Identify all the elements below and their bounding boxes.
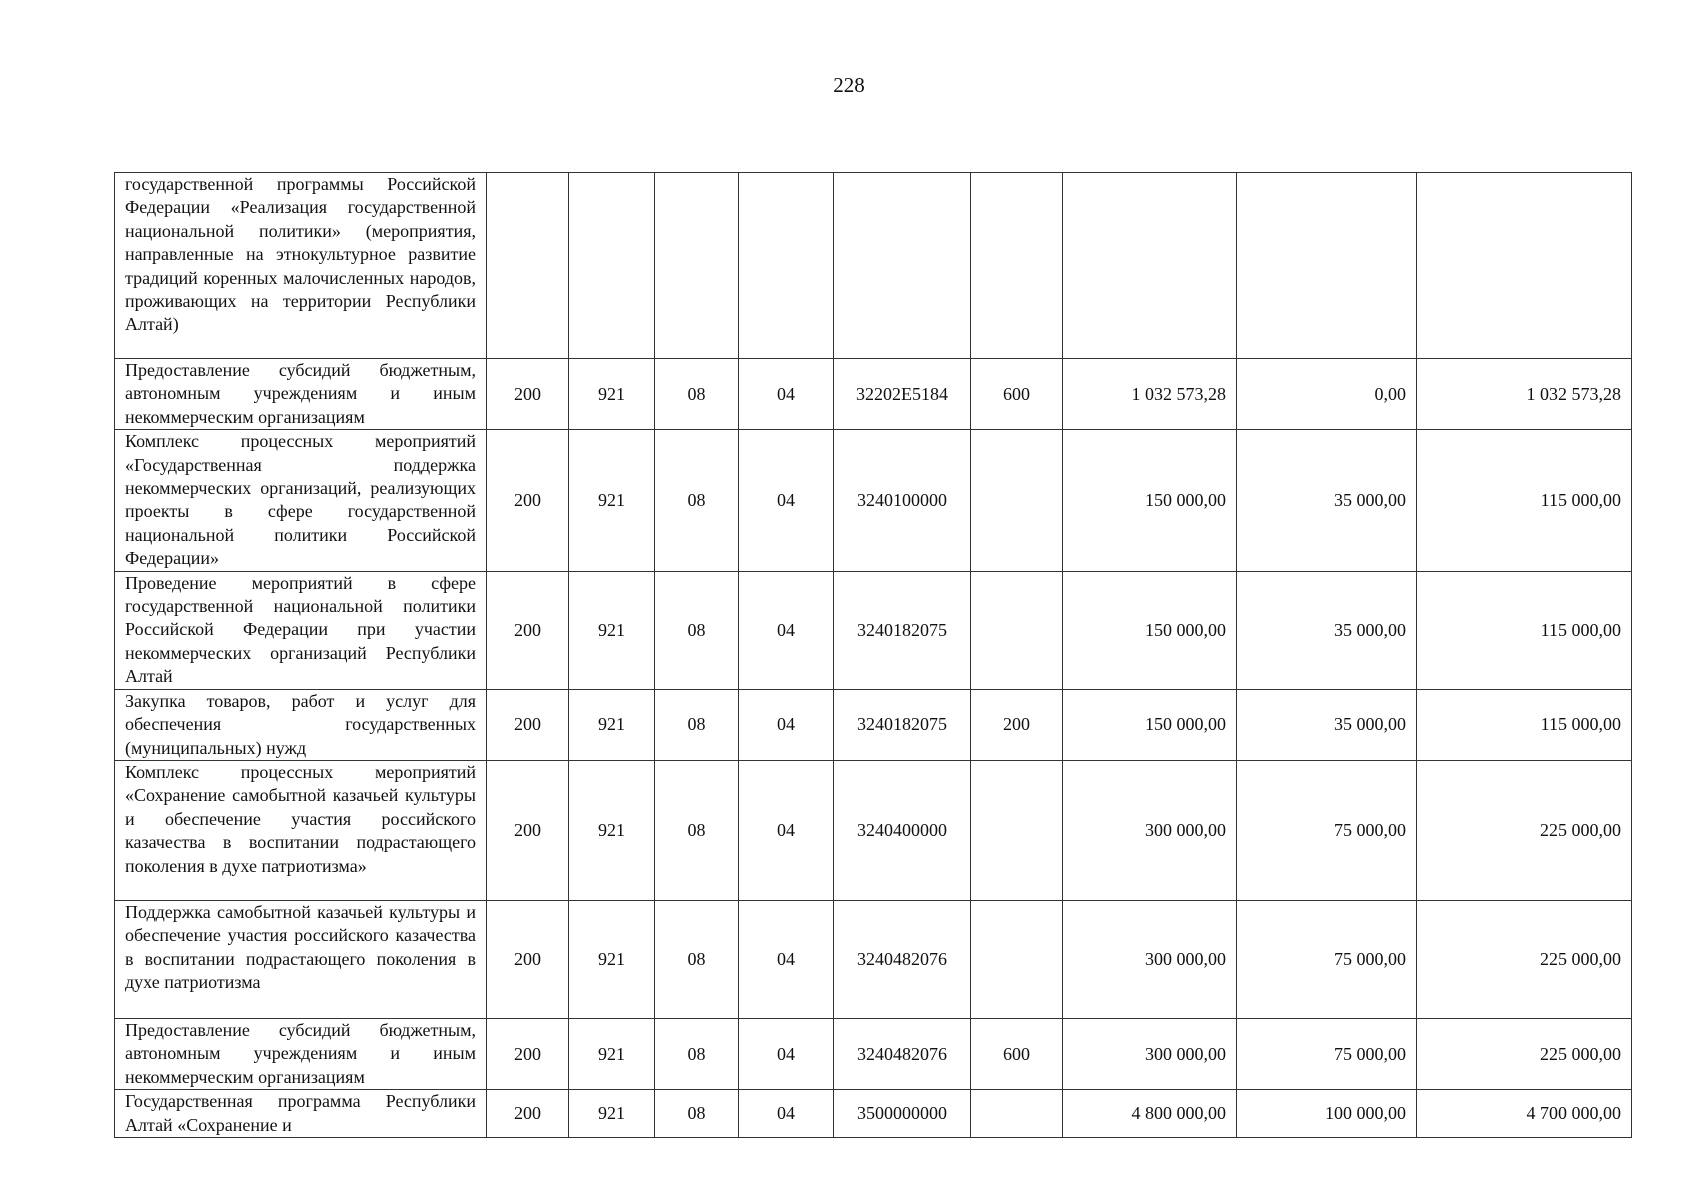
amount-cell: 300 000,00 [1063,760,1237,900]
amount-cell: 115 000,00 [1417,430,1632,571]
code-cell: 04 [739,760,834,900]
code-cell [487,173,569,359]
code-cell: 04 [739,571,834,689]
expense-type-cell [971,571,1063,689]
code-cell: 921 [569,1018,655,1089]
amount-cell: 150 000,00 [1063,430,1237,571]
amount-cell: 115 000,00 [1417,571,1632,689]
code-cell: 200 [487,1090,569,1138]
expense-type-cell [971,760,1063,900]
amount-cell: 35 000,00 [1237,689,1417,760]
expense-type-cell [971,900,1063,1018]
amount-cell [1417,173,1632,359]
row-name: Предоставление субсидий бюджетным, автономным учреждениям и иным некоммерческим организациям [115,359,487,430]
code-cell: 200 [487,760,569,900]
table-row [115,1090,1632,1138]
amount-cell: 100 000,00 [1237,1090,1417,1138]
budget-table [114,172,1632,1138]
amount-cell: 115 000,00 [1417,689,1632,760]
page-number: 228 [833,73,865,97]
code-cell [739,173,834,359]
table-row [115,571,1632,689]
target-code-cell: 3240482076 [834,900,971,1018]
table-row [115,689,1632,760]
amount-cell: 150 000,00 [1063,571,1237,689]
code-cell: 200 [487,1018,569,1089]
amount-cell: 35 000,00 [1237,430,1417,571]
code-cell: 921 [569,689,655,760]
amount-cell: 225 000,00 [1417,1018,1632,1089]
amount-cell: 225 000,00 [1417,900,1632,1018]
code-cell: 08 [655,359,739,430]
code-cell: 08 [655,689,739,760]
amount-cell: 75 000,00 [1237,760,1417,900]
code-cell: 04 [739,359,834,430]
amount-cell: 4 700 000,00 [1417,1090,1632,1138]
code-cell: 04 [739,900,834,1018]
code-cell [569,173,655,359]
amount-cell: 35 000,00 [1237,571,1417,689]
row-name: Закупка товаров, работ и услуг для обеспечения государственных (муниципальных) нужд [115,689,487,760]
target-code-cell: 3240100000 [834,430,971,571]
row-name: Комплекс процессных мероприятий «Сохранение самобытной казачьей культуры и обеспечение участия российского казачества в воспитании подрастающего поколения в духе патриотизма» [115,760,487,900]
code-cell: 921 [569,571,655,689]
target-code-cell: 3240482076 [834,1018,971,1089]
amount-cell: 0,00 [1237,359,1417,430]
code-cell: 08 [655,1090,739,1138]
expense-type-cell [971,1090,1063,1138]
row-name: Комплекс процессных мероприятий «Государственная поддержка некоммерческих организаций, реализующих проекты в сфере государственной национальной политики Российской Федерации» [115,430,487,571]
table-row [115,359,1632,430]
row-name: Предоставление субсидий бюджетным, автономным учреждениям и иным некоммерческим организациям [115,1018,487,1089]
row-name: Государственная программа Республики Алтай «Сохранение и [115,1090,487,1138]
row-name: Поддержка самобытной казачьей культуры и обеспечение участия российского казачества в воспитании подрастающего поколения в духе патриотизма [115,900,487,1018]
code-cell: 921 [569,359,655,430]
code-cell: 921 [569,900,655,1018]
code-cell: 200 [487,430,569,571]
target-code-cell: 3240182075 [834,571,971,689]
code-cell: 08 [655,1018,739,1089]
amount-cell: 225 000,00 [1417,760,1632,900]
amount-cell: 4 800 000,00 [1063,1090,1237,1138]
amount-cell: 1 032 573,28 [1417,359,1632,430]
table-row [115,1018,1632,1089]
code-cell: 04 [739,430,834,571]
amount-cell: 75 000,00 [1237,1018,1417,1089]
amount-cell: 300 000,00 [1063,900,1237,1018]
amount-cell [1237,173,1417,359]
amount-cell [1063,173,1237,359]
expense-type-cell [971,430,1063,571]
target-code-cell: 3240182075 [834,689,971,760]
target-code-cell: 3500000000 [834,1090,971,1138]
expense-type-cell: 600 [971,359,1063,430]
code-cell: 04 [739,1090,834,1138]
table-row [115,430,1632,571]
code-cell: 921 [569,760,655,900]
code-cell: 200 [487,359,569,430]
amount-cell: 150 000,00 [1063,689,1237,760]
code-cell: 04 [739,689,834,760]
code-cell: 200 [487,571,569,689]
expense-type-cell [971,173,1063,359]
expense-type-cell: 200 [971,689,1063,760]
code-cell: 08 [655,760,739,900]
amount-cell: 300 000,00 [1063,1018,1237,1089]
code-cell: 921 [569,1090,655,1138]
code-cell: 200 [487,900,569,1018]
code-cell: 04 [739,1018,834,1089]
amount-cell: 1 032 573,28 [1063,359,1237,430]
row-name: государственной программы Российской Федерации «Реализация государственной национальной политики» (мероприятия, направленные на этнокультурное развитие традиций коренных малочисленных народов, проживающих на территории Республики Алтай) [115,173,487,359]
target-code-cell [834,173,971,359]
target-code-cell: 32202E5184 [834,359,971,430]
code-cell [655,173,739,359]
table-row [115,760,1632,900]
code-cell: 08 [655,900,739,1018]
code-cell: 200 [487,689,569,760]
expense-type-cell: 600 [971,1018,1063,1089]
table-row [115,173,1632,359]
row-name: Проведение мероприятий в сфере государственной национальной политики Российской Федерации при участии некоммерческих организаций Республики Алтай [115,571,487,689]
code-cell: 08 [655,430,739,571]
amount-cell: 75 000,00 [1237,900,1417,1018]
table-row [115,900,1632,1018]
target-code-cell: 3240400000 [834,760,971,900]
code-cell: 08 [655,571,739,689]
code-cell: 921 [569,430,655,571]
